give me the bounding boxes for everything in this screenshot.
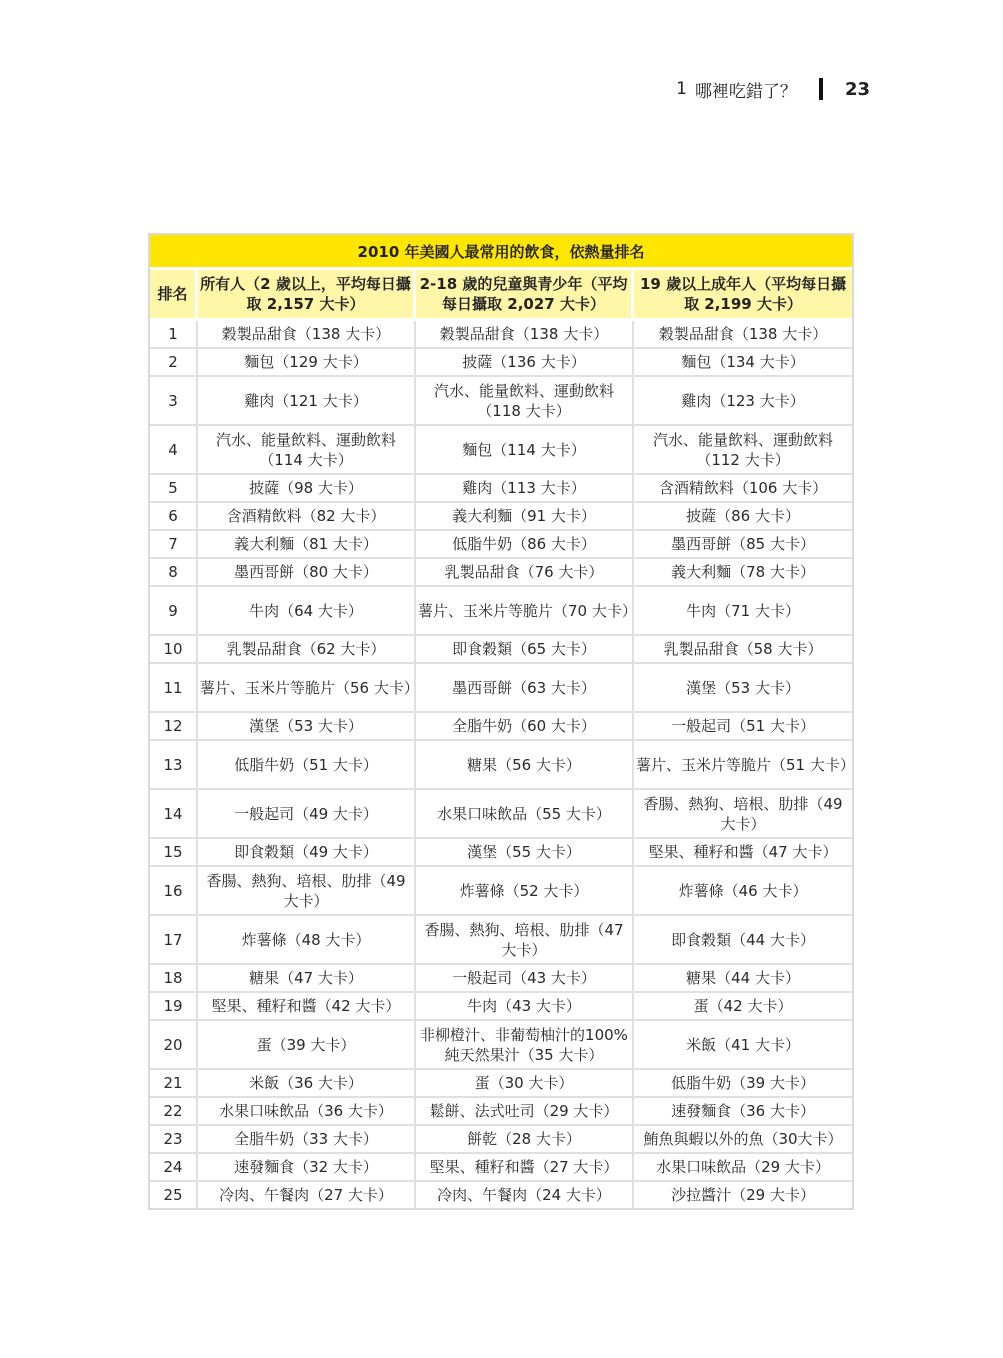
kids-teens-cell: 鬆餅、法式吐司（29 大卡） xyxy=(416,1098,634,1126)
all-ages-cell: 麵包（129 大卡） xyxy=(198,349,416,377)
chapter-number: 1 xyxy=(676,79,687,99)
kids-teens-cell: 糖果（56 大卡） xyxy=(416,741,634,790)
rank-cell: 17 xyxy=(150,916,198,965)
table-row xyxy=(150,426,852,475)
kids-teens-cell: 即食穀類（65 大卡） xyxy=(416,636,634,664)
kids-teens-cell: 麵包（114 大卡） xyxy=(416,426,634,475)
kids-teens-cell: 披薩（136 大卡） xyxy=(416,349,634,377)
adults-cell: 糖果（44 大卡） xyxy=(634,965,852,993)
adults-cell: 含酒精飲料（106 大卡） xyxy=(634,475,852,503)
table-row xyxy=(150,503,852,531)
rank-cell: 19 xyxy=(150,993,198,1021)
calorie-ranking-table-wrapper xyxy=(148,233,854,1210)
kids-teens-cell: 非柳橙汁、非葡萄柚汁的100% 純天然果汁（35 大卡） xyxy=(416,1021,634,1070)
rank-cell: 1 xyxy=(150,321,198,349)
rank-cell: 15 xyxy=(150,839,198,867)
column-header-rank: 排名 xyxy=(150,270,198,321)
adults-cell: 漢堡（53 大卡） xyxy=(634,664,852,713)
kids-teens-cell: 餅乾（28 大卡） xyxy=(416,1126,634,1154)
table-row xyxy=(150,867,852,916)
kids-teens-cell: 香腸、熱狗、培根、肋排（47 大卡） xyxy=(416,916,634,965)
all-ages-cell: 牛肉（64 大卡） xyxy=(198,587,416,636)
rank-cell: 21 xyxy=(150,1070,198,1098)
column-header-adults: 19 歲以上成年人（平均每日攝取 2,199 大卡） xyxy=(634,270,852,321)
rank-cell: 5 xyxy=(150,475,198,503)
table-row xyxy=(150,321,852,349)
kids-teens-cell: 義大利麵（91 大卡） xyxy=(416,503,634,531)
table-row xyxy=(150,1126,852,1154)
kids-teens-cell: 低脂牛奶（86 大卡） xyxy=(416,531,634,559)
kids-teens-cell: 牛肉（43 大卡） xyxy=(416,993,634,1021)
all-ages-cell: 義大利麵（81 大卡） xyxy=(198,531,416,559)
header-divider xyxy=(819,78,823,100)
calorie-ranking-table xyxy=(148,233,854,1210)
adults-cell: 沙拉醬汁（29 大卡） xyxy=(671,1186,815,1204)
adults-cell: 堅果、種籽和醬（47 大卡） xyxy=(634,839,852,867)
all-ages-cell: 一般起司（49 大卡） xyxy=(198,790,416,839)
kids-teens-cell: 水果口味飲品（55 大卡） xyxy=(416,790,634,839)
table-row xyxy=(150,713,852,741)
table-row xyxy=(150,741,852,790)
rank-cell: 12 xyxy=(150,713,198,741)
kids-teens-cell: 墨西哥餅（63 大卡） xyxy=(416,664,634,713)
rank-cell: 13 xyxy=(150,741,198,790)
all-ages-cell: 香腸、熱狗、培根、肋排（49 大卡） xyxy=(198,867,416,916)
table-row xyxy=(150,1182,852,1208)
all-ages-cell: 低脂牛奶（51 大卡） xyxy=(198,741,416,790)
all-ages-cell: 蛋（39 大卡） xyxy=(198,1021,416,1070)
all-ages-cell: 全脂牛奶（33 大卡） xyxy=(198,1126,416,1154)
all-ages-cell: 含酒精飲料（82 大卡） xyxy=(198,503,416,531)
all-ages-cell: 披薩（98 大卡） xyxy=(198,475,416,503)
all-ages-cell: 堅果、種籽和醬（42 大卡） xyxy=(198,993,416,1021)
table-row xyxy=(150,1070,852,1098)
rank-cell: 4 xyxy=(150,426,198,475)
kids-teens-cell: 汽水、能量飲料、運動飲料（118 大卡） xyxy=(416,377,634,426)
rank-cell: 7 xyxy=(150,531,198,559)
all-ages-cell: 汽水、能量飲料、運動飲料（114 大卡） xyxy=(198,426,416,475)
column-header-kids: 2-18 歲的兒童與青少年（平均每日攝取 2,027 大卡） xyxy=(416,270,634,321)
adults-cell: 麵包（134 大卡） xyxy=(634,349,852,377)
adults-cell: 炸薯條（46 大卡） xyxy=(634,867,852,916)
table-row xyxy=(150,965,852,993)
table-row xyxy=(150,916,852,965)
table-row xyxy=(150,377,852,426)
table-title: 2010 年美國人最常用的飲食，依熱量排名 xyxy=(150,235,852,270)
rank-cell: 23 xyxy=(150,1126,198,1154)
rank-cell: 14 xyxy=(150,790,198,839)
all-ages-cell: 速發麵食（32 大卡） xyxy=(198,1154,416,1182)
adults-cell: 即食穀類（44 大卡） xyxy=(634,916,852,965)
chapter-title: 哪裡吃錯了？ xyxy=(694,81,797,102)
adults-cell: 香腸、熱狗、培根、肋排（49 大卡） xyxy=(634,790,852,839)
table-row xyxy=(150,475,852,503)
table-row xyxy=(150,349,852,377)
kids-teens-cell: 雞肉（113 大卡） xyxy=(416,475,634,503)
kids-teens-cell: 全脂牛奶（60 大卡） xyxy=(416,713,634,741)
table-row xyxy=(150,1021,852,1070)
adults-cell: 一般起司（51 大卡） xyxy=(634,713,852,741)
table-body xyxy=(150,321,855,1208)
rank-cell: 16 xyxy=(150,867,198,916)
adults-cell: 蛋（42 大卡） xyxy=(634,993,852,1021)
adults-cell: 速發麵食（36 大卡） xyxy=(634,1098,852,1126)
table-row xyxy=(150,559,852,587)
rank-cell: 11 xyxy=(150,664,198,713)
adults-cell: 水果口味飲品（29 大卡） xyxy=(634,1154,852,1182)
rank-cell: 3 xyxy=(150,377,198,426)
adults-cell: 乳製品甜食（58 大卡） xyxy=(634,636,852,664)
kids-teens-cell: 一般起司（43 大卡） xyxy=(416,965,634,993)
rank-cell: 24 xyxy=(150,1154,198,1182)
adults-cell: 墨西哥餅（85 大卡） xyxy=(634,531,852,559)
column-header-all: 所有人（2 歲以上，平均每日攝取 2,157 大卡） xyxy=(198,270,416,321)
all-ages-cell: 穀製品甜食（138 大卡） xyxy=(198,321,416,349)
table-row xyxy=(150,790,852,839)
page-number: 23 xyxy=(844,78,870,100)
adults-cell: 牛肉（71 大卡） xyxy=(634,587,852,636)
kids-teens-cell: 冷肉、午餐肉（24 大卡） xyxy=(416,1182,634,1208)
all-ages-cell: 漢堡（53 大卡） xyxy=(198,713,416,741)
adults-cell: 義大利麵（78 大卡） xyxy=(634,559,852,587)
all-ages-cell: 雞肉（121 大卡） xyxy=(198,377,416,426)
table-row xyxy=(150,664,852,713)
table-row xyxy=(150,1154,852,1182)
rank-cell: 22 xyxy=(150,1098,198,1126)
table-row xyxy=(150,839,852,867)
all-ages-cell: 炸薯條（48 大卡） xyxy=(198,916,416,965)
all-ages-cell: 墨西哥餅（80 大卡） xyxy=(198,559,416,587)
table-row xyxy=(150,587,852,636)
all-ages-cell: 冷肉、午餐肉（27 大卡） xyxy=(198,1182,416,1208)
all-ages-cell: 乳製品甜食（62 大卡） xyxy=(198,636,416,664)
kids-teens-cell: 蛋（30 大卡） xyxy=(416,1070,634,1098)
all-ages-cell: 水果口味飲品（36 大卡） xyxy=(198,1098,416,1126)
adults-cell: 披薩（86 大卡） xyxy=(634,503,852,531)
table-row xyxy=(150,636,852,664)
table-row xyxy=(150,531,852,559)
kids-teens-cell: 乳製品甜食（76 大卡） xyxy=(416,559,634,587)
adults-cell: 鮪魚與蝦以外的魚（30大卡） xyxy=(634,1126,852,1154)
rank-cell: 9 xyxy=(150,587,198,636)
rank-cell: 10 xyxy=(150,636,198,664)
rank-cell: 25 xyxy=(150,1182,198,1208)
kids-teens-cell: 堅果、種籽和醬（27 大卡） xyxy=(416,1154,634,1182)
table-row xyxy=(150,1098,852,1126)
kids-teens-cell: 穀製品甜食（138 大卡） xyxy=(416,321,634,349)
running-head xyxy=(676,76,870,102)
all-ages-cell: 糖果（47 大卡） xyxy=(198,965,416,993)
rank-cell: 8 xyxy=(150,559,198,587)
table-row xyxy=(150,993,852,1021)
adults-cell: 米飯（41 大卡） xyxy=(634,1021,852,1070)
adults-cell: 穀製品甜食（138 大卡） xyxy=(634,321,852,349)
rank-cell: 20 xyxy=(150,1021,198,1070)
rank-cell: 2 xyxy=(150,349,198,377)
adults-cell: 低脂牛奶（39 大卡） xyxy=(634,1070,852,1098)
all-ages-cell: 米飯（36 大卡） xyxy=(198,1070,416,1098)
kids-teens-cell: 漢堡（55 大卡） xyxy=(416,839,634,867)
kids-teens-cell: 炸薯條（52 大卡） xyxy=(416,867,634,916)
adults-cell: 薯片、玉米片等脆片（51 大卡） xyxy=(634,741,852,790)
all-ages-cell: 即食穀類（49 大卡） xyxy=(198,839,416,867)
adults-cell: 汽水、能量飲料、運動飲料（112 大卡） xyxy=(634,426,852,475)
adults-cell: 雞肉（123 大卡） xyxy=(634,377,852,426)
rank-cell: 18 xyxy=(150,965,198,993)
kids-teens-cell: 薯片、玉米片等脆片（70 大卡） xyxy=(416,587,634,636)
rank-cell: 6 xyxy=(150,503,198,531)
all-ages-cell: 薯片、玉米片等脆片（56 大卡） xyxy=(198,664,416,713)
